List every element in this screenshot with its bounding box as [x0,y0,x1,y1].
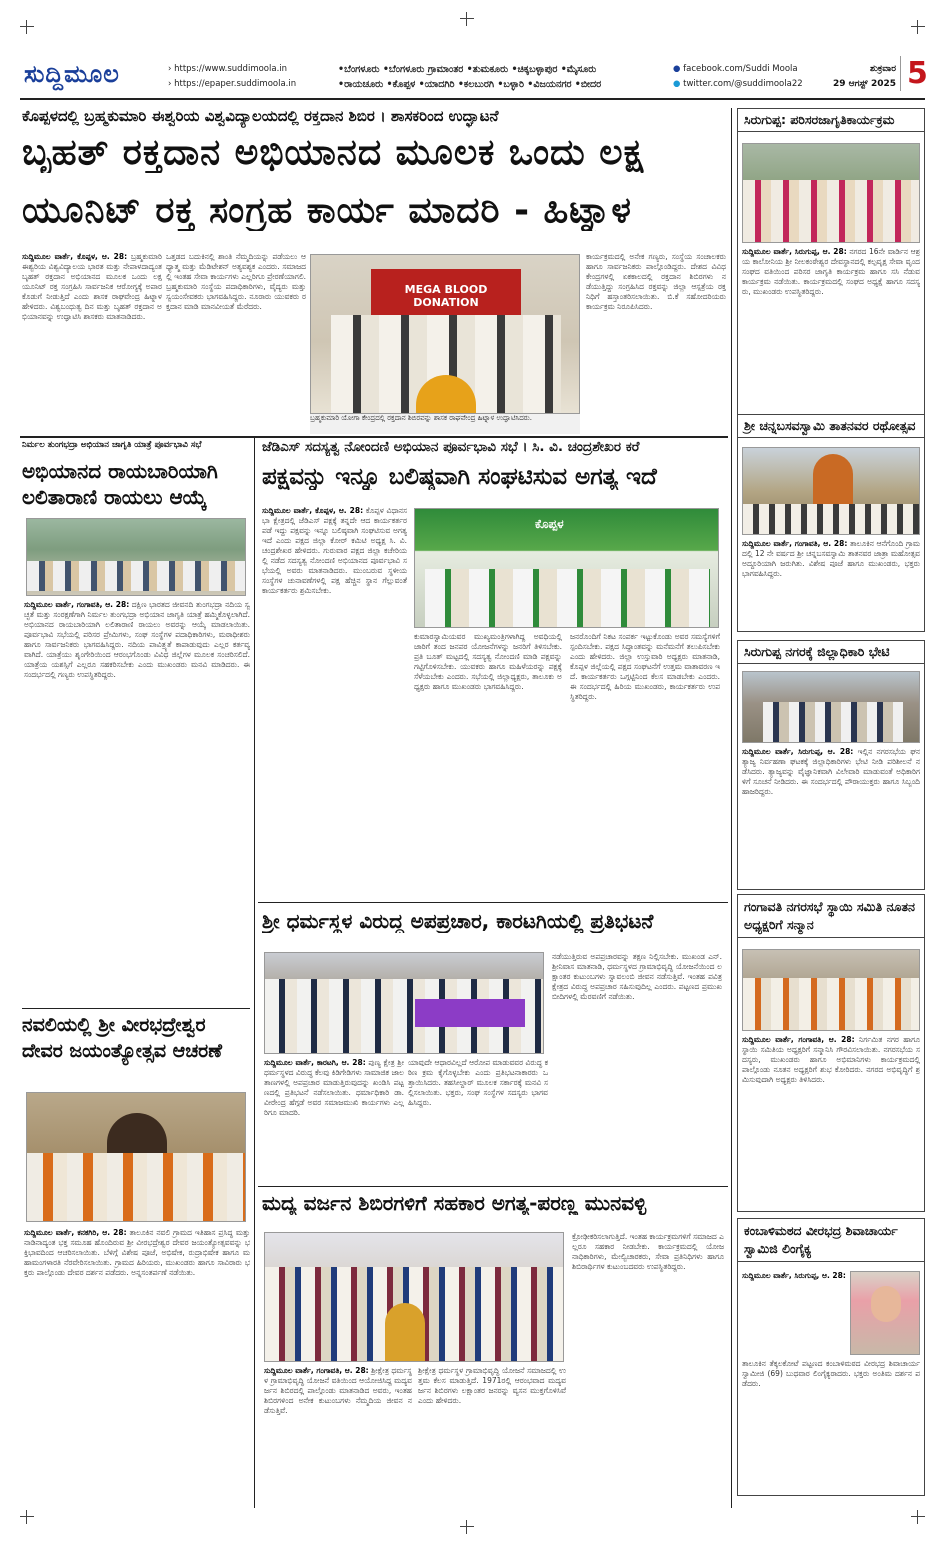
center2-column-1: ಸುದ್ದಿಮೂಲ ವಾರ್ತೆ, ಕಾರಟಗಿ, ಆ. 28: ಪುಣ್ಯ ಕ್ಷೇತ್ರ ಶ್ರೀ ಧರ್ಮಸ್ಥಳದ ವಿರುದ್ಧ ಕೆಲವು ಕಿಡಿಗೇಡಿಗಳು ಸಾಮಾಜಿಕ ಜಾಲತಾಣಗಳಲ್ಲಿ ಅಪಪ್ರಚಾರ ಮಾಡುತ್ತಿರುವುದನ್ನು ಖಂಡಿಸಿ ಪಟ್ಟಣದಲ್ಲಿ ಪ್ರತಿಭಟನೆ ನಡೆಸಲಾಯಿತು. ಧರ್ಮಾಧಿಕಾರಿ ಡಾ. ವೀರೇಂದ್ರ ಹೆಗ್ಗಡೆ ಅವರ ಸಮಾಜಮುಖಿ ಕಾರ್ಯಗಳು ಎಲ್ಲರಿಗೂ ಮಾದರಿ. [264,1058,404,1117]
veerabhadreshwara-photo [26,1092,246,1222]
right5-box [737,1218,925,1496]
right2-headline: ಶ್ರೀ ಚನ್ನಬಸವಸ್ವಾಮಿ ತಾತನವರ ರಥೋತ್ಸವ [738,415,924,438]
left1-byline: ಸುದ್ದಿಮೂಲ ವಾರ್ತೆ, ಗಂಗಾವತಿ, ಆ. 28: [24,600,130,609]
felicitation-photo [742,949,920,1031]
right3-headline: ಸಿರುಗುಪ್ಪ ನಗರಕ್ಕೆ ಜಿಲ್ಲಾಧಿಕಾರಿ ಭೇಟಿ [738,641,924,664]
right1-box [737,108,925,426]
city-editions [338,62,601,92]
lead-column-2: ಒತ್ತಡದ ಬದುಕಿನಲ್ಲಿ ಶಾಂತಿ ನೆಮ್ಮದಿಯನ್ನು ಪಡೆಯಲು ಆಧ್ಯಾತ್ಮ ಮತ್ತು ಮೆಡಿಟೇಶನ್ ಅತ್ಯವಶ್ಯಕ ಎಂದರು. ಸಮಾಜದಲ್ಲಿ ಇಂತಹ ಸೇವಾ ಕಾರ್ಯಗಳು ಎಲ್ಲರಿಗೂ ಪ್ರೇರಣೆಯಾಗಲಿ. ಬ್ರಹ್ಮಕುಮಾರಿ ಸಂಸ್ಥೆಯ ಪದಾಧಿಕಾರಿಗಳು, ವೈದ್ಯರು ಮತ್ತು ಸ್ವಯಂಸೇವಕರು ಭಾಗವಹಿಸಿದ್ದರು. ನೂರಾರು ಯುವಕರು ರಕ್ತದಾನ ಮಾಡಿ ಮಾನವೀಯತೆ ಮೆರೆದರು. [166,252,306,311]
center1-headline: ಪಕ್ಷವನ್ನು ಇನ್ನೂ ಬಲಿಷ್ಠವಾಗಿ ಸಂಘಟಿಸುವ ಅಗತ್ಯ ಇದೆ [262,464,657,490]
center1-kicker: ಜೆಡಿಎಸ್ ಸದಸ್ಯತ್ವ ನೋಂದಣಿ ಅಭಿಯಾನ ಪೂರ್ವಭಾವಿ ಸಭೆ । ಸಿ. ವಿ. ಚಂದ್ರಶೇಖರ ಕರೆ [262,440,640,455]
center3-column-2: ಶ್ರೀಕ್ಷೇತ್ರ ಧರ್ಮಸ್ಥಳ ಗ್ರಾಮಾಭಿವೃದ್ಧಿ ಯೋಜನೆ ಸಮಾಜದಲ್ಲಿ ಉತ್ತಮ ಕೆಲಸ ಮಾಡುತ್ತಿದೆ. 1971ರಲ್ಲಿ ಆರಂಭವಾದ ಮದ್ಯವರ್ಜನ ಶಿಬಿರಗಳು ಲಕ್ಷಾಂತರ ಜನರನ್ನು ವ್ಯಸನ ಮುಕ್ತಗೊಳಿಸಿವೆ ಎಂದು ಹೇಳಿದರು. [418,1366,566,1405]
left2-body: ಸುದ್ದಿಮೂಲ ವಾರ್ತೆ, ಕನಕಗಿರಿ, ಆ. 28: ತಾಲೂಕಿನ ನವಲಿ ಗ್ರಾಮದ ಇತಿಹಾಸ ಪ್ರಸಿದ್ಧ ಮತ್ತು ನಾಡಿನಾದ್ಯಂತ ಭಕ್ತ ಸಮೂಹ ಹೊಂದಿರುವ ಶ್ರೀ ವೀರಭದ್ರೇಶ್ವರ ದೇವರ ಜಯಂತ್ಯೋತ್ಸವವನ್ನು ಭಕ್ತಿಭಾವದಿಂದ ಆಚರಿಸಲಾಯಿತು. ಬೆಳಿಗ್ಗೆ ವಿಶೇಷ ಪೂಜೆ, ಅಭಿಷೇಕ, ರುದ್ರಾಭಿಷೇಕ ಹಾಗೂ ಮಹಾಮಂಗಳಾರತಿ ನೆರವೇರಿಸಲಾಯಿತು. ಗ್ರಾಮದ ಹಿರಿಯರು, ಮುಖಂಡರು ಹಾಗೂ ಸಾವಿರಾರು ಭಕ್ತರು ಪಾಲ್ಗೊಂಡು ದೇವರ ದರ್ಶನ ಪಡೆದರು. ಅನ್ನಸಂತರ್ಪಣೆ ನಡೆಯಿತು. [24,1228,250,1277]
epaper-url[interactable]: › https://epaper.suddimoola.in [168,79,297,89]
center3-column-3: ಕ್ರೋಢೀಕರಿಸಲಾಗುತ್ತಿದೆ. ಇಂತಹ ಕಾರ್ಯಕ್ರಮಗಳಿಗೆ ಸಮಾಜದ ಎಲ್ಲರೂ ಸಹಕಾರ ನೀಡಬೇಕು. ಕಾರ್ಯಕ್ರಮದಲ್ಲಿ ಯೋಜನಾಧಿಕಾರಿಗಳು, ಮೇಲ್ವಿಚಾರಕರು, ಸೇವಾ ಪ್ರತಿನಿಧಿಗಳು ಹಾಗೂ ಶಿಬಿರಾರ್ಥಿಗಳ ಕುಟುಂಬದವರು ಉಪಸ್ಥಿತರಿದ್ದರು. [572,1232,724,1271]
center2-byline: ಸುದ್ದಿಮೂಲ ವಾರ್ತೆ, ಕಾರಟಗಿ, ಆ. 28: [264,1058,366,1067]
lead-byline: ಸುದ್ದಿಮೂಲ ವಾರ್ತೆ, ಕೊಪ್ಪಳ, ಆ. 28: [22,252,128,261]
newspaper-logo: ಸುದ್ದಿಮೂಲ [24,60,120,88]
website-url[interactable]: › https://www.suddimoola.in [168,64,288,74]
left1-headline: ಅಭಿಯಾನದ ರಾಯಬಾರಿಯಾಗಿ ಲಲಿತಾರಾಣಿ ರಾಯಲು ಆಯ್ಕೆ [22,459,218,509]
left2-byline: ಸುದ್ದಿಮೂಲ ವಾರ್ತೆ, ಕನಕಗಿರಿ, ಆ. 28: [24,1228,127,1237]
right5-body: ತಾಲೂಕಿನ ತೆಕ್ಕಲಕೋಟೆ ಪಟ್ಟಣದ ಕಂಬಾಳಿಮಠದ ವೀರಭದ್ರ ಶಿವಾಚಾರ್ಯ ಸ್ವಾಮೀಜಿ (69) ಬುಧವಾರ ಲಿಂಗೈಕ್ಯರಾದರು. ಭಕ್ತರು ಅಂತಿಮ ದರ್ಶನ ಪಡೆದರು. [742,1359,920,1388]
right2-box [737,414,925,632]
right2-body: ಸುದ್ದಿಮೂಲ ವಾರ್ತೆ, ಗಂಗಾವತಿ, ಆ. 28: ತಾಲೂಕಿನ ಆನೆಗೊಂದಿ ಗ್ರಾಮದಲ್ಲಿ 12 ನೇ ವರ್ಷದ ಶ್ರೀ ಚನ್ನಬಸವಸ್ವಾಮಿ ತಾತನವರ ಜಾತ್ರಾ ಮಹೋತ್ಸವ ಅದ್ದೂರಿಯಾಗಿ ಜರುಗಿತು. ವಿಶೇಷ ಪೂಜೆ ಹಾಗೂ ಮುಖಂಡರು, ಭಕ್ತರು ಭಾಗವಹಿಸಿದ್ದರು. [742,539,920,578]
center2-headline: ಶ್ರೀ ಧರ್ಮಸ್ಥಳ ವಿರುದ್ಧ ಅಪಪ್ರಚಾರ, ಕಾರಟಗಿಯಲ್ಲಿ ಪ್ರತಿಭಟನೆ [262,910,654,933]
issue-day: ಶುಕ್ರವಾರ [870,64,896,74]
lead-headline-1: ಬೃಹತ್ ರಕ್ತದಾನ ಅಭಿಯಾನದ ಮೂಲಕ ಒಂದು ಲಕ್ಷ [22,132,645,173]
jds-banner-text: ಕೊಪ್ಪಳ [535,517,564,531]
lead-headline-2: ಯೂನಿಟ್ ರಕ್ತ ಸಂಗ್ರಹ ಕಾರ್ಯ ಮಾದರಿ - ಹಿಟ್ನಾಳ [22,190,632,231]
blood-donation-banner: MEGA BLOOD DONATION [371,269,521,315]
dc-visit-photo [742,671,920,743]
right4-headline: ಗಂಗಾವತಿ ನಗರಸಭೆ ಸ್ಥಾಯಿ ಸಮಿತಿ ನೂತನ ಅಧ್ಯಕ್ಷರಿಗೆ ಸನ್ಮಾನ [738,895,924,938]
jds-meeting-photo [414,508,719,628]
center3-column-1: ಸುದ್ದಿಮೂಲ ವಾರ್ತೆ, ಗಂಗಾವತಿ, ಆ. 28: ಶ್ರೀಕ್ಷೇತ್ರ ಧರ್ಮಸ್ಥಳ ಗ್ರಾಮಾಭಿವೃದ್ಧಿ ಯೋಜನೆ ವತಿಯಿಂದ ಆಯೋಜಿಸಿದ್ದ ಮದ್ಯವರ್ಜನ ಶಿಬಿರದಲ್ಲಿ ಪಾಲ್ಗೊಂಡು ಮಾತನಾಡಿದ ಅವರು, ಇಂತಹ ಶಿಬಿರಗಳಿಂದ ಅನೇಕ ಕುಟುಂಬಗಳು ನೆಮ್ಮದಿಯ ಜೀವನ ನಡೆಸುತ್ತಿವೆ. [264,1366,412,1415]
right4-body: ಸುದ್ದಿಮೂಲ ವಾರ್ತೆ, ಗಂಗಾವತಿ, ಆ. 28: ನಿರ್ಗಮಿತ ನಗರ ಹಾಗೂ ಸ್ಥಾಯಿ ಸಮಿತಿಯ ಅಧ್ಯಕ್ಷರಿಗೆ ಸನ್ಮಾನಿಸಿ ಗೌರವಿಸಲಾಯಿತು. ನಗರಸಭೆಯ ಸದಸ್ಯರು, ಮುಖಂಡರು ಹಾಗೂ ಅಭಿಮಾನಿಗಳು ಕಾರ್ಯಕ್ರಮದಲ್ಲಿ ಪಾಲ್ಗೊಂಡು ನೂತನ ಅಧ್ಯಕ್ಷರಿಗೆ ಶುಭ ಕೋರಿದರು. ನಗರದ ಅಭಿವೃದ್ಧಿಗೆ ಶ್ರಮಿಸುವುದಾಗಿ ಅಧ್ಯಕ್ಷರು ತಿಳಿಸಿದರು. [742,1035,920,1084]
twitter-icon: ● [673,79,681,89]
left1-body: ಸುದ್ದಿಮೂಲ ವಾರ್ತೆ, ಗಂಗಾವತಿ, ಆ. 28: ದಕ್ಷಿಣ ಭಾರತದ ಜೀವನದಿ ತುಂಗಭದ್ರಾ ನದಿಯ ಸ್ವಚ್ಛತೆ ಮತ್ತು ಸಂರಕ್ಷಣೆಗಾಗಿ ನಿರ್ಮಲ ತುಂಗಭದ್ರಾ ಅಭಿಯಾನ ಜಾಗೃತಿ ಯಾತ್ರೆ ಹಮ್ಮಿಕೊಳ್ಳಲಾಗಿದೆ. ಅಭಿಯಾನದ ರಾಯಬಾರಿಯಾಗಿ ಲಲಿತಾರಾಣಿ ರಾಯಲು ಅವರನ್ನು ಆಯ್ಕೆ ಮಾಡಲಾಯಿತು. ಪೂರ್ವಭಾವಿ ಸಭೆಯಲ್ಲಿ ಪರಿಸರ ಪ್ರೇಮಿಗಳು, ಸಂಘ ಸಂಸ್ಥೆಗಳ ಪದಾಧಿಕಾರಿಗಳು, ಮಠಾಧೀಶರು ಹಾಗೂ ಸಾರ್ವಜನಿಕರು ಭಾಗವಹಿಸಿದ್ದರು. ನದಿಯ ಪಾವಿತ್ರ್ಯತೆ ಕಾಪಾಡುವುದು ಎಲ್ಲರ ಕರ್ತವ್ಯವಾಗಿದೆ. ಯಾತ್ರೆಯು ಶೃಂಗೇರಿಯಿಂದ ಆರಂಭಗೊಂಡು ವಿವಿಧ ಜಿಲ್ಲೆಗಳ ಮೂಲಕ ಸಂಚರಿಸಲಿದೆ. ಯಾತ್ರೆಯ ಯಶಸ್ಸಿಗೆ ಎಲ್ಲರೂ ಸಹಕರಿಸಬೇಕು ಎಂದು ಮುಖಂಡರು ಮನವಿ ಮಾಡಿದರು. ಈ ಸಂದರ್ಭದಲ್ಲಿ ಗಣ್ಯರು ಉಪಸ್ಥಿತರಿದ್ದರು. [24,600,250,679]
twitter-link[interactable]: twitter.com/@suddimoola22 [683,79,803,89]
issue-date-text: 29 ಆಗಸ್ಟ್ 2025 [833,79,896,89]
right4-byline: ಸುದ್ದಿಮೂಲ ವಾರ್ತೆ, ಗಂಗಾವತಿ, ಆ. 28: [742,1035,855,1044]
facebook-icon: ● [673,64,681,74]
issue-date [830,62,896,92]
center1-column-3: ಜನರೊಂದಿಗೆ ನಿಕಟ ಸಂಪರ್ಕ ಇಟ್ಟುಕೊಂಡು ಅವರ ಸಮಸ್ಯೆಗಳಿಗೆ ಸ್ಪಂದಿಸಬೇಕು. ಪಕ್ಷದ ಸಿದ್ಧಾಂತವನ್ನು ಮನೆಮನೆಗೆ ತಲುಪಿಸಬೇಕು ಎಂದು ಹೇಳಿದರು. ಜಿಲ್ಲಾ ಉಸ್ತುವಾರಿ ಅಧ್ಯಕ್ಷರು ಮಾತನಾಡಿ, ಕೊಪ್ಪಳ ಜಿಲ್ಲೆಯಲ್ಲಿ ಪಕ್ಷದ ಸಂಘಟನೆಗೆ ಉತ್ತಮ ವಾತಾವರಣ ಇದೆ. ಕಾರ್ಯಕರ್ತರು ಒಗ್ಗಟ್ಟಿನಿಂದ ಕೆಲಸ ಮಾಡಬೇಕು ಎಂದರು. ಈ ಸಂದರ್ಭದಲ್ಲಿ ಹಿರಿಯ ಮುಖಂಡರು, ಕಾರ್ಯಕರ್ತರು ಉಪಸ್ಥಿತರಿದ್ದರು. [570,632,720,701]
right5-intro [742,1271,846,1355]
center2-column-3: ನಡೆಯುತ್ತಿರುವ ಅಪಪ್ರಚಾರವನ್ನು ತಕ್ಷಣ ನಿಲ್ಲಿಸಬೇಕು. ಮುಖಂಡ ಎನ್.ಶ್ರೀನಿವಾಸ ಮಾತನಾಡಿ, ಧರ್ಮಸ್ಥಳದ ಗ್ರಾಮಾಭಿವೃದ್ಧಿ ಯೋಜನೆಯಿಂದ ಲಕ್ಷಾಂತರ ಕುಟುಂಬಗಳು ಸ್ವಾವಲಂಬಿ ಜೀವನ ನಡೆಸುತ್ತಿವೆ. ಇಂತಹ ಪವಿತ್ರ ಕ್ಷೇತ್ರದ ವಿರುದ್ಧ ಅಪಪ್ರಚಾರ ಸಹಿಸುವುದಿಲ್ಲ ಎಂದರು. ಪಟ್ಟಣದ ಪ್ರಮುಖ ಬೀದಿಗಳಲ್ಲಿ ಮೆರವಣಿಗೆ ನಡೆಯಿತು. [552,952,722,1001]
protest-photo [264,952,544,1054]
lead-photo-caption: ಬ್ರಹ್ಮಕುಮಾರಿ ಯೋಗಾ ಕೇಂದ್ರದಲ್ಲಿ ರಕ್ತದಾನ ಶಿಬಿರವನ್ನು ಶಾಸಕ ರಾಘವೇಂದ್ರ ಹಿಟ್ನಾಳ ಉದ್ಘಾಟಿಸಿದರು. [310,414,580,434]
right1-headline: ಸಿರುಗುಪ್ಪ: ಪರಿಸರಜಾಗೃತಿಕಾರ್ಯಕ್ರಮ [738,109,924,132]
right3-byline: ಸುದ್ದಿಮೂಲ ವಾರ್ತೆ, ಸಿರುಗುಪ್ಪ, ಆ. 28: [742,747,854,756]
center2-column-2: ಯಾವುದೇ ಆಧಾರವಿಲ್ಲದೆ ಆರೋಪ ಮಾಡುವವರ ವಿರುದ್ಧ ಕಠಿಣ ಕ್ರಮ ಕೈಗೊಳ್ಳಬೇಕು ಎಂದು ಪ್ರತಿಭಟನಾಕಾರರು ಒತ್ತಾಯಿಸಿದರು. ತಹಸೀಲ್ದಾರ್ ಮೂಲಕ ಸರ್ಕಾರಕ್ಕೆ ಮನವಿ ಸಲ್ಲಿಸಲಾಯಿತು. ಭಕ್ತರು, ಸಂಘ ಸಂಸ್ಥೆಗಳ ಸದಸ್ಯರು ಭಾಗವಹಿಸಿದ್ದರು. [408,1058,548,1107]
right4-box [737,894,925,1212]
right2-byline: ಸುದ್ದಿಮೂಲ ವಾರ್ತೆ, ಗಂಗಾವತಿ, ಆ. 28: [742,539,848,548]
right3-box [737,640,925,890]
page-number: 5 [900,56,928,91]
center3-headline: ಮದ್ಯ ವರ್ಜನ ಶಿಬಿರಗಳಿಗೆ ಸಹಕಾರ ಅಗತ್ಯ-ಪರಣ್ಣ ಮುನವಳ್ಳಿ [262,1192,647,1215]
left2-headline: ನವಲಿಯಲ್ಲಿ ಶ್ರೀ ವೀರಭದ್ರೇಶ್ವರ ದೇವರ ಜಯಂತ್ಯೋತ್ಸವ ಆಚರಣೆ [22,1014,223,1062]
right3-body: ಸುದ್ದಿಮೂಲ ವಾರ್ತೆ, ಸಿರುಗುಪ್ಪ, ಆ. 28: ಇಲ್ಲಿನ ನಗರಸಭೆಯ ಘನ ತ್ಯಾಜ್ಯ ನಿರ್ವಹಣಾ ಘಟಕಕ್ಕೆ ಜಿಲ್ಲಾಧಿಕಾರಿಗಳು ಭೇಟಿ ನೀಡಿ ಪರಿಶೀಲನೆ ನಡೆಸಿದರು. ತ್ಯಾಜ್ಯವನ್ನು ವೈಜ್ಞಾನಿಕವಾಗಿ ವಿಲೇವಾರಿ ಮಾಡುವಂತೆ ಅಧಿಕಾರಿಗಳಿಗೆ ಸೂಚನೆ ನೀಡಿದರು. ಈ ಸಂದರ್ಭದಲ್ಲಿ ಪೌರಾಯುಕ್ತರು ಹಾಗೂ ಸಿಬ್ಬಂದಿ ಹಾಜರಿದ್ದರು. [742,747,920,796]
center1-byline: ಸುದ್ದಿಮೂಲ ವಾರ್ತೆ, ಕೊಪ್ಪಳ, ಆ. 28: [262,506,364,515]
lead-column-3: ಕಾರ್ಯಕ್ರಮದಲ್ಲಿ ಅನೇಕ ಗಣ್ಯರು, ಸಂಸ್ಥೆಯ ಸಂಚಾಲಕರು ಹಾಗೂ ಸಾರ್ವಜನಿಕರು ಪಾಲ್ಗೊಂಡಿದ್ದರು. ದೇಶದ ವಿವಿಧ ಕೇಂದ್ರಗಳಲ್ಲಿ ಏಕಕಾಲದಲ್ಲಿ ರಕ್ತದಾನ ಶಿಬಿರಗಳು ನಡೆಯುತ್ತಿದ್ದು ಸಂಗ್ರಹಿಸಿದ ರಕ್ತವನ್ನು ಜಿಲ್ಲಾ ಆಸ್ಪತ್ರೆಯ ರಕ್ತನಿಧಿಗೆ ಹಸ್ತಾಂತರಿಸಲಾಯಿತು. ಬಿ.ಕೆ ಸಹೋದರಿಯರು ಕಾರ್ಯಕ್ರಮ ನಿರೂಪಿಸಿದರು. [586,252,726,311]
social-links [673,62,803,92]
cities-row-1: •ಬೆಂಗಳೂರು •ಬೆಂಗಳೂರು ಗ್ರಾಮಾಂತರ •ತುಮಕೂರು •ಚಿಕ್ಕಬಳ್ಳಾಪುರ •ಮೈಸೂರು [338,64,597,75]
right1-byline: ಸುದ್ದಿಮೂಲ ವಾರ್ತೆ, ಸಿರುಗುಪ್ಪ, ಆ. 28: [742,247,847,256]
rathotsava-photo [742,447,920,535]
website-links [168,62,296,92]
lead-column-1: ಸುದ್ದಿಮೂಲ ವಾರ್ತೆ, ಕೊಪ್ಪಳ, ಆ. 28: ಬ್ರಹ್ಮಕುಮಾರಿ ಈಶ್ವರಿಯ ವಿಶ್ವವಿದ್ಯಾಲಯ ಭಾರತ ಮತ್ತು ನೇಪಾಳದಾದ್ಯಂತ ಬೃಹತ್ ರಕ್ತದಾನ ಅಭಿಯಾನದ ಮೂಲಕ ಒಂದು ಲಕ್ಷ ಯೂನಿಟ್ ರಕ್ತ ಸಂಗ್ರಹಿಸಿ ಸಾರ್ವಜನಿಕ ಆರೋಗ್ಯಕ್ಕೆ ಅಪಾರ ಕೊಡುಗೆ ನೀಡುತ್ತಿದೆ ಎಂದು ಶಾಸಕ ರಾಘವೇಂದ್ರ ಹಿಟ್ನಾಳ ಹೇಳಿದರು. ವಿಶ್ವಬಂಧುತ್ವ ದಿನ ಮತ್ತು ಬೃಹತ್ ರಕ್ತದಾನ ಅಭಿಯಾನವನ್ನು ಉದ್ಘಾಟಿಸಿ ಶಾಸಕರು ಮಾತನಾಡಿದರು. [22,252,162,321]
left1-kicker: ನಿರ್ಮಲ ತುಂಗಭದ್ರಾ ಅಭಿಯಾನ ಜಾಗೃತಿ ಯಾತ್ರೆ ಪೂರ್ವಭಾವಿ ಸಭೆ [22,440,202,450]
facebook-link[interactable]: facebook.com/Suddi Moola [683,64,798,74]
blood-donation-photo [310,254,580,414]
center3-byline: ಸುದ್ದಿಮೂಲ ವಾರ್ತೆ, ಗಂಗಾವತಿ, ಆ. 28: [264,1366,369,1375]
right5-headline: ಕಂಬಾಳಿಮಠದ ವೀರಭದ್ರ ಶಿವಾಚಾರ್ಯ ಸ್ವಾಮಿಜಿ ಲಿಂಗೈಕ್ಯ [738,1219,924,1262]
masthead [20,56,928,100]
river-campaign-photo [26,518,246,596]
deaddiction-camp-photo [264,1232,564,1362]
center1-column-1: ಸುದ್ದಿಮೂಲ ವಾರ್ತೆ, ಕೊಪ್ಪಳ, ಆ. 28: ಕೊಪ್ಪಳ ವಿಧಾನಸಭಾ ಕ್ಷೇತ್ರದಲ್ಲಿ ಜೆಡಿಎಸ್ ಪಕ್ಷಕ್ಕೆ ತನ್ನದೇ ಆದ ಕಾರ್ಯಕರ್ತರ ಪಡೆ ಇದ್ದು ಪಕ್ಷವನ್ನು ಇನ್ನೂ ಬಲಿಷ್ಠವಾಗಿ ಸಂಘಟಿಸುವ ಅಗತ್ಯ ಇದೆ ಎಂದು ಪಕ್ಷದ ಜಿಲ್ಲಾ ಕೋರ್ ಕಮಿಟಿ ಅಧ್ಯಕ್ಷ ಸಿ. ವಿ. ಚಂದ್ರಶೇಖರ ಹೇಳಿದರು. ಗುರುವಾರ ಪಕ್ಷದ ಜಿಲ್ಲಾ ಕಚೇರಿಯಲ್ಲಿ ನಡೆದ ಸದಸ್ಯತ್ವ ನೋಂದಣಿ ಅಭಿಯಾನದ ಪೂರ್ವಭಾವಿ ಸಭೆಯಲ್ಲಿ ಅವರು ಮಾತನಾಡಿದರು. ಮುಂಬರುವ ಸ್ಥಳೀಯ ಸಂಸ್ಥೆಗಳ ಚುನಾವಣೆಗಳಲ್ಲಿ ಪಕ್ಷ ಹೆಚ್ಚಿನ ಸ್ಥಾನ ಗೆಲ್ಲುವಂತೆ ಕಾರ್ಯಕರ್ತರು ಶ್ರಮಿಸಬೇಕು. [262,506,407,595]
center1-column-2: ಕುಮಾರಸ್ವಾಮಿಯವರ ಮುಖ್ಯಮಂತ್ರಿಗಳಾಗಿದ್ದ ಅವಧಿಯಲ್ಲಿ ಜಾರಿಗೆ ತಂದ ಜನಪರ ಯೋಜನೆಗಳನ್ನು ಜನರಿಗೆ ತಿಳಿಸಬೇಕು. ಪ್ರತಿ ಬೂತ್ ಮಟ್ಟದಲ್ಲಿ ಸದಸ್ಯತ್ವ ನೋಂದಣಿ ಮಾಡಿ ಪಕ್ಷವನ್ನು ಗಟ್ಟಿಗೊಳಿಸಬೇಕು. ಯುವಕರು ಹಾಗೂ ಮಹಿಳೆಯರನ್ನು ಪಕ್ಷಕ್ಕೆ ಸೆಳೆಯಬೇಕು ಎಂದರು. ಸಭೆಯಲ್ಲಿ ಜಿಲ್ಲಾಧ್ಯಕ್ಷರು, ತಾಲೂಕು ಅಧ್ಯಕ್ಷರು ಹಾಗೂ ಮುಖಂಡರು ಭಾಗವಹಿಸಿದ್ದರು. [414,632,562,691]
environment-photo [742,143,920,243]
cities-row-2: •ರಾಯಚೂರು •ಕೊಪ್ಪಳ •ಯಾದಗಿರಿ •ಕಲಬುರಗಿ •ಬಳ್ಳಾರಿ •ವಿಜಯನಗರ •ಬೀದರ [338,79,602,90]
right5-byline: ಸುದ್ದಿಮೂಲ ವಾರ್ತೆ, ಸಿರುಗುಪ್ಪ, ಆ. 28: [742,1271,846,1280]
swamiji-portrait-photo [850,1271,920,1355]
lead-kicker: ಕೊಪ್ಪಳದಲ್ಲಿ ಬ್ರಹ್ಮಕುಮಾರಿ ಈಶ್ವರಿಯ ವಿಶ್ವವಿದ್ಯಾಲಯದಲ್ಲಿ ರಕ್ತದಾನ ಶಿಬಿರ । ಶಾಸಕರಿಂದ ಉದ್ಘಾಟನೆ [22,107,499,125]
right1-body: ಸುದ್ದಿಮೂಲ ವಾರ್ತೆ, ಸಿರುಗುಪ್ಪ, ಆ. 28: ನಗರದ 16ನೇ ವಾರ್ಡಿನ ಆಶ್ರಯ ಕಾಲೋನಿಯ ಶ್ರೀ ನೀಲಕಂಠೇಶ್ವರ ದೇವಸ್ಥಾನದಲ್ಲಿ ಕಲ್ಪವೃಕ್ಷ ಸೇವಾ ವೃಂದ ಸಂಘದ ವತಿಯಿಂದ ಪರಿಸರ ಜಾಗೃತಿ ಕಾರ್ಯಕ್ರಮ ಹಾಗೂ ಸಸಿ ನೆಡುವ ಕಾರ್ಯಕ್ರಮ ನಡೆಯಿತು. ಕಾರ್ಯಕ್ರಮದಲ್ಲಿ ಸಂಘದ ಅಧ್ಯಕ್ಷೆ ಹಾಗೂ ಸದಸ್ಯರು, ಮುಖಂಡರು ಉಪಸ್ಥಿತರಿದ್ದರು. [742,247,920,296]
